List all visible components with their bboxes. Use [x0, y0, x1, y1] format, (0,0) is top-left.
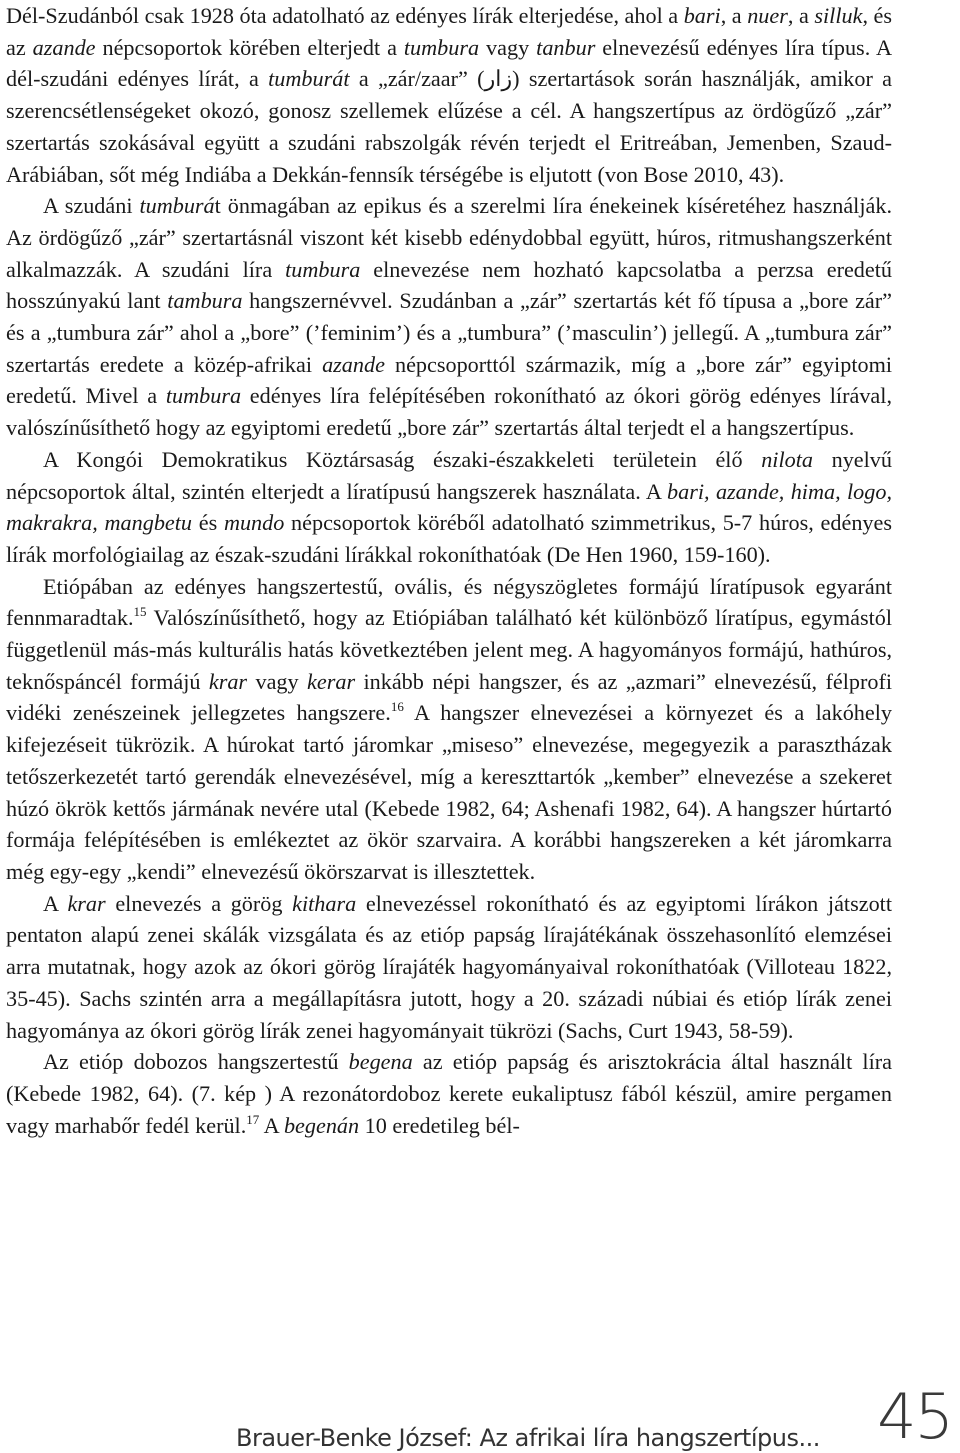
text-run: nyelvű népcsoportok által, szintén elterjedt a líratípusú hangszerek használata. A	[6, 446, 892, 504]
text-run: és	[192, 510, 224, 536]
text-run: Valószínűsíthető, hogy az Etiópiában található két különböző líratípus, egymástól függetlenül más-más kulturális hatás következtében jelent meg. A hagyományos formájú, hathúros, teknőspáncél formájú	[6, 605, 892, 694]
italic-term: mundo	[223, 510, 285, 536]
page-number: 45	[877, 1380, 952, 1453]
italic-term: tambura	[167, 288, 243, 314]
footnote-ref: 16	[390, 699, 404, 715]
text-run: elnevezés a görög	[105, 890, 293, 916]
text-run: , a	[787, 3, 815, 28]
text-run: , a	[720, 3, 748, 28]
text-run: elnevezése nem hozható kapcsolatba a perzsa eredetű hosszúnyakú lant	[6, 256, 893, 314]
text-run: népcsoportok körében elterjedt a	[95, 34, 404, 60]
text-run: Az etióp dobozos hangszertestű	[43, 1049, 349, 1075]
text-run: inkább népi hangszer, és az „azmari” elnevezésű, félprofi vidéki zenészeinek jellegzetes hangszere.	[6, 668, 892, 726]
page-footer	[0, 1378, 960, 1453]
text-run: a „zár/zaar” (زار) szertartások során használják, amikor a szerencsétlenségeket okozó, gonosz szellemek elűzése a cél. A hangszertípus az ördögűző „zár” szertartás szokásával együtt a szudáni rabszolgák révén terjedt el Eritreában, Jemenben, Szaud-Arábiában, sőt még Indiába a Dekkán-fennsík térségébe is eljutott (von Bose 2010, 43).	[6, 66, 893, 187]
text-run: edényes líra felépítésében rokonítható az ókori görög edényes lírával, valószínűsíthető hogy az egyiptomi eredetű „bore zár” szertartás által terjedt el a hangszertípus.	[6, 383, 892, 441]
paragraph-2	[6, 190, 892, 444]
italic-term: tanbur	[536, 34, 596, 60]
footnote-ref: 15	[133, 604, 147, 620]
italic-term: azande	[32, 34, 96, 60]
italic-term: nilota	[761, 446, 813, 472]
text-run: hangszernévvel. Szudánban a „zár” szertartás két fő típusa a „bore zár” és a „tumbura zár” ahol a „bore” (’feminim’) és a „tumbura” (’masculin’) jellegű. A „tumbura zár” szertartás eredete a közép-afrikai	[6, 288, 892, 377]
text-run: A Kongói Demokratikus Köztársaság északi-északkeleti területein élő	[43, 446, 762, 472]
text-run: Etiópában az edényes hangszertestű, ovális, és négyszögletes formájú líratípusok egyaránt fennmaradtak.	[6, 573, 892, 631]
italic-term: tumburá	[139, 193, 215, 219]
paragraph-6	[6, 1046, 892, 1141]
text-run: A	[43, 890, 68, 916]
italic-term: bari, azande, hima, logo, makrakra, mangbetu	[6, 478, 892, 536]
italic-term: kerar	[307, 668, 356, 694]
paragraph-5	[6, 888, 892, 1047]
text-run: népcsoportok köréből adatolható szimmetrikus, 5-7 húros, edényes lírák morfológiailag az észak-szudáni lírákkal rokoníthatóak (De Hen 1960, 159-160).	[6, 510, 892, 567]
paragraph-3	[6, 444, 892, 571]
text-run: A szudáni	[43, 193, 140, 219]
text-run: népcsoporttól származik, míg a „bore zár” egyiptomi eredetű. Mivel a	[6, 351, 893, 409]
text-run: 10 eredetileg bél-	[359, 1112, 520, 1138]
running-title: Brauer-Benke József: Az afrikai líra hangszertípus...	[236, 1424, 820, 1452]
paragraph-1	[6, 0, 892, 190]
text-run: t önmagában az epikus és a szerelmi líra énekeinek kíséretéhez használják. Az ördögűző „zár” szertartásnál viszont két kisebb edénydobbal együtt, húros, ritmushangszerként alkalmazzák. A szudáni líra	[6, 193, 892, 282]
paragraph-4	[6, 571, 892, 888]
text-run: A hangszer elnevezései a környezet és a lakóhely kifejezéseit tükrözik. A húrokat tartó járomkar „miseso” elnevezése, megegyezik a parasztházak tetőszerkezetét tartó gerendák elnevezésével, míg a kereszttartók „kember” elnevezése a szekeret húzó ökrök kettős jármának nevére utal (Kebede 1982, 64; Ashenafi 1982, 64). A hangszer húrtartó formája felépítésében is emlékeztet az ökör szarvaira. A korábbi hangszereken a két járomkarra még egy-egy „kendi” elnevezésű ökörszarvat is illesztettek.	[6, 700, 892, 884]
italic-term: bari	[683, 3, 721, 28]
italic-term: azande	[322, 351, 385, 377]
text-run: A	[259, 1112, 284, 1138]
footnote-ref: 17	[246, 1111, 260, 1127]
text-run: elnevezésű edényes líra típus. A dél-szudáni edényes lírát, a	[6, 34, 893, 92]
italic-term: krar	[67, 890, 106, 916]
text-run: , és az	[6, 3, 893, 60]
text-run: vagy	[479, 34, 537, 60]
text-run: elnevezéssel rokonítható és az egyiptomi lírákon játszott pentaton alapú zenei skálák vizsgálata és az etióp papság lírajátékának összehasonlító elemzései arra mutatnak, hogy azok az ókori görög lírajáték hagyományaival rokoníthatóak (Villoteau 1822, 35-45). Sachs szintén arra a megállapításra jutott, hogy a 20. századi núbiai és etióp lírák zenei hagyománya az ókori görög lírák zenei hagyományait tükrözi (Sachs, Curt 1943, 58-59).	[6, 890, 892, 1043]
page-body	[6, 0, 892, 1141]
italic-term: krar	[208, 668, 248, 694]
italic-term: silluk	[814, 3, 863, 28]
italic-term: begena	[348, 1049, 413, 1075]
italic-term: nuer	[747, 3, 788, 28]
italic-term: tumbura	[285, 256, 361, 282]
italic-term: tumbura	[165, 383, 242, 409]
text-run: Dél-Szudánból csak 1928 óta adatolható az edényes lírák elterjedése, ahol a	[6, 3, 684, 28]
text-run: az etióp papság és arisztokrácia által használt líra (Kebede 1982, 64). (7. kép ) A rezonátordoboz kerete eukaliptusz fából készül, amire pergamen vagy marhabőr fedél kerül.	[6, 1049, 892, 1138]
italic-term: kithara	[292, 890, 357, 916]
italic-term: tumbura	[403, 34, 480, 60]
italic-term: tumburát	[268, 66, 350, 92]
text-run: vagy	[247, 668, 308, 694]
italic-term: begenán	[283, 1112, 360, 1138]
